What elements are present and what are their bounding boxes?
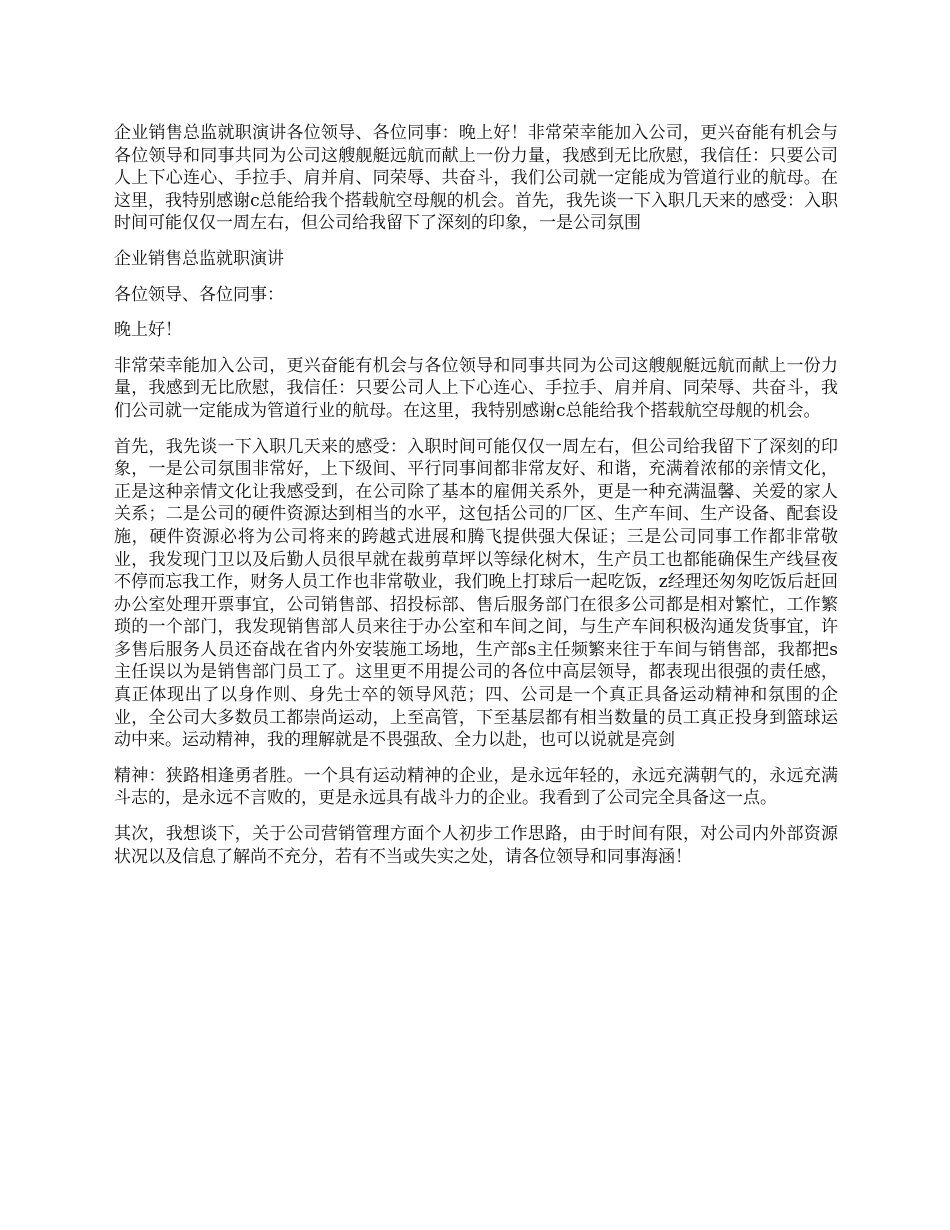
impressions-paragraph: 首先，我先谈一下入职几天来的感受：入职时间可能仅仅一周左右，但公司给我留下了深刻的印象，一是公司氛围非常好，上下级间、平行同事间都非常友好、和谐，充满着浓郁的亲情文化，正是这种亲情文化让我感受到，在公司除了基本的雇佣关系外，更是一种充满温馨、关爱的家人关系；二是公司的硬件资源达到相当的水平，这包括公司的厂区、生产车间、生产设备、配套设施，硬件资源必将为公司将来的跨越式进展和腾飞提供强大保证；三是公司同事工作都非常敬业，我发现门卫以及后勤人员很早就在裁剪草坪以等绿化树木，生产员工也都能确保生产线昼夜不停而忘我工作，财务人员工作也非常敬业，我们晚上打球后一起吃饭，z经理还匆匆吃饭后赶回办公室处理开票事宜，公司销售部、招投标部、售后服务部门在很多公司都是相对繁忙，工作繁琐的一个部门，我发现销售部人员来往于办公室和车间之间，与生产车间积极沟通发货事宜，许多售后服务人员还奋战在省内外安装施工场地，生产部s主任频繁来往于车间与销售部，我都把s主任误以为是销售部门员工了。这里更不用提公司的各位中高层领导，都表现出很强的责任感，真正体现出了以身作则、身先士卒的领导风范；四、公司是一个真正具备运动精神和氛围的企业，全公司大多数员工都崇尚运动，上至高管，下至基层都有相当数量的员工真正投身到篮球运动中来。运动精神，我的理解就是不畏强敌、全力以赴，也可以说就是亮剑 [114,436,838,751]
speech-title: 企业销售总监就职演讲 [114,248,284,269]
document-body [114,122,838,881]
opening-paragraph: 非常荣幸能加入公司，更兴奋能有机会与各位领导和同事共同为公司这艘舰艇远航而献上一份力量，我感到无比欣慰，我信任：只要公司人上下心连心、手拉手、肩并肩、同荣辱、共奋斗，我们公司就一定能成为管道行业的航母。在这里，我特别感谢c总能给我个搭载航空母舰的机会。 [114,355,838,421]
salutation: 各位领导、各位同事： [114,284,284,305]
greeting: 晚上好！ [114,320,182,341]
sports-spirit-paragraph: 精神：狭路相逢勇者胜。一个具有运动精神的企业，是永远年轻的，永远充满朝气的，永远充满斗志的，是永远不言败的，更是永远具有战斗力的企业。我看到了公司完全具备这一点。 [114,765,838,809]
work-plan-paragraph: 其次，我想谈下，关于公司营销管理方面个人初步工作思路，由于时间有限，对公司内外部资源状况以及信息了解尚不充分，若有不当或失实之处，请各位领导和同事海涵！ [114,824,838,867]
summary-paragraph: 企业销售总监就职演讲各位领导、各位同事：晚上好！非常荣幸能加入公司，更兴奋能有机会与各位领导和同事共同为公司这艘舰艇远航而献上一份力量，我感到无比欣慰，我信任：只要公司人上下心连心、手拉手、肩并肩、同荣辱、共奋斗，我们公司就一定能成为管道行业的航母。在这里，我特别感谢c总能给我个搭载航空母舰的机会。首先，我先谈一下入职几天来的感受：入职时间可能仅仅一周左右，但公司给我留下了深刻的印象，一是公司氛围 [114,123,838,234]
